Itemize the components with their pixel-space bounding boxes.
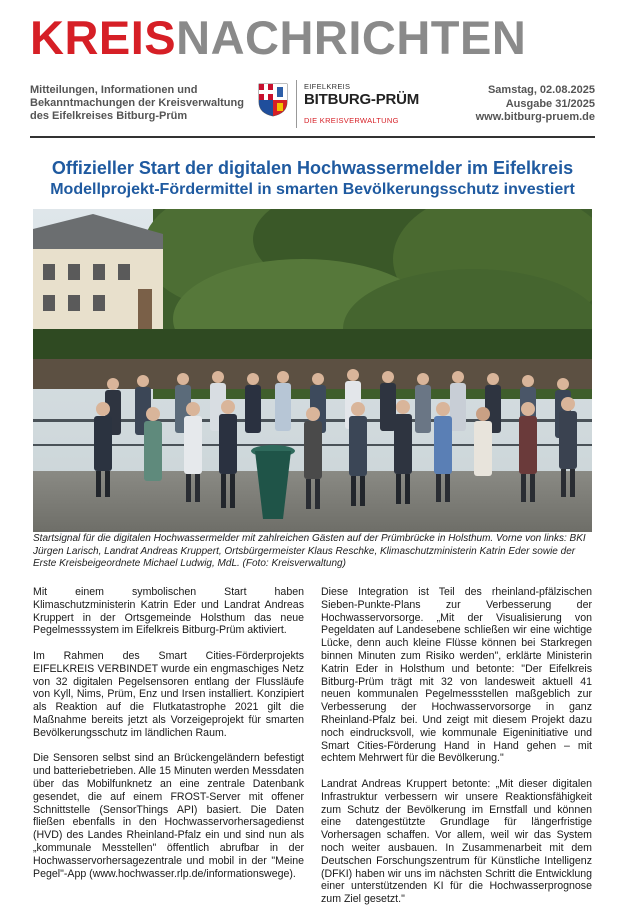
article-paragraph: Landrat Andreas Kruppert betonte: „Mit dieser digitalen Infrastruktur verbessern wir unsere Reaktionsfähigkeit zum Schutz der Bevölkerung im Ernstfall und können eine datengestützte Grundlage für längerfristige Vorhersagen schaffen. Vor allem, weil wir das System noch weiter ausbauen. In Zusammenarbeit mit dem Deutschen Forschungszentrum für Künstliche Intelligenz (DFKI) haben wir uns im nächsten Schritt die Entwicklung einer unterstützenden KI für die Hochwasserprognose zum Ziel gesetzt."	[321, 777, 592, 906]
header-rule	[30, 136, 595, 138]
issue-date: Samstag, 02.08.2025	[487, 84, 595, 96]
logo-kreisverwaltung: DIE KREISVERWALTUNG	[304, 116, 399, 125]
article-column-right	[321, 586, 592, 919]
logo-eifelkreis: EIFELKREIS	[304, 82, 351, 91]
article-paragraph: Die Sensoren selbst sind an Brückengeländern befestigt und batteriebetrieben. Alle 15 Minuten werden Messdaten über das Mobilfunknetz an eine zentrale Datenbank gesendet, die auf einem FROST-Server mit offener Schnittstelle (SensorThings API) basiert. Die Daten fließen ebenfalls in den Hochwasservorhersagedienst (HVD) des Landes Rheinland-Pfalz ein und sind nun als „kommunale Messtellen" öffentlich abrufbar in der Hochwasservorhersagezentrale und mobil in der "Meine Pegel"-App (www.hochwasser.rlp.de/informationswege).	[33, 752, 304, 880]
article-paragraph: Mit einem symbolischen Start haben Klimaschutzministerin Katrin Eder und Landrat Andreas Kruppert in der Ortsgemeinde Holsthum das neue Pegelmesssystem im Eifelkreis Bitburg-Prüm aktiviert.	[33, 586, 304, 637]
article-subheadline: Modellprojekt-Fördermittel in smarten Bevölkerungsschutz investiert	[50, 181, 575, 198]
issue-info	[476, 84, 595, 125]
subtitle-line: des Eifelkreises Bitburg-Prüm	[30, 110, 188, 122]
logo-divider	[296, 80, 297, 128]
publication-subtitle	[30, 84, 260, 123]
article-headline-block	[30, 157, 595, 201]
article-column-left	[33, 586, 304, 893]
group-photo-illustration	[33, 209, 592, 532]
article-photo	[33, 209, 592, 532]
issue-edition: Ausgabe 31/2025	[505, 97, 595, 110]
photo-caption: Startsignal für die digitalen Hochwassermelder mit zahlreichen Gästen auf der Prümbrücke in Holsthum. Vorne von links: BKI Jürgen Larisch, Landrat Andreas Kruppert, Ortsbürgermeister Klaus Reschke, Klimaschutzministerin Katrin Eder sowie der Erste Kreisbeigeordnete Michael Ludwig, MdL. (Foto: Kreisverwaltung)	[33, 533, 586, 569]
district-logo	[254, 80, 424, 128]
masthead-kreis: KREIS	[30, 11, 177, 64]
subtitle-line: Mitteilungen, Informationen und	[30, 84, 198, 96]
masthead-nachrichten: NACHRICHTEN	[176, 11, 527, 64]
masthead-title	[30, 11, 527, 64]
subtitle-line: Bekanntmachungen der Kreisverwaltung	[30, 97, 244, 109]
issue-website[interactable]: www.bitburg-pruem.de	[475, 111, 595, 123]
article-headline: Offizieller Start der digitalen Hochwassermelder im Eifelkreis	[51, 158, 574, 178]
article-paragraph: Im Rahmen des Smart Cities-Förderprojekts EIFELKREIS VERBINDET wurde ein engmaschiges Netz von 32 digitalen Pegelsensoren entlang der Flussläufe von Kyll, Nims, Prüm, Enz und Irsen installiert. Konzipiert als Reaktion auf die Flutkatastrophe 2021 gilt die Maßnahme bereits jetzt als Vorzeigeprojekt für smarten Bevölkerungsschutz im ländlichen Raum.	[33, 649, 304, 739]
article-paragraph: Diese Integration ist Teil des rheinland-pfälzischen Sieben-Punkte-Plans zur Verbesserung der Hochwasservorsorge. „Mit der Visualisierung von Pegeldaten auf Landesebene schließen wir eine wichtige Lücke, denn auch kleine Flüsse können bei Starkregen binnen Minuten zum Risiko werden", erklärte Ministerin Katrin Eder in Holsthum und betonte: "Der Eifelkreis Bitburg-Prüm trägt mit 32 von landesweit aktuell 41 neuen kommunalen Pegelmessstellen maßgeblich zur Verbesserung der Hochwasservorsorge in ganz Rheinland-Pfalz bei. Und zeigt mit diesem Projekt dazu noch eindrucksvoll, wie kommunale Eigeninitiative und Smart Cities-Förderung Hand in Hand gehen – mit echtem Mehrwert für die Bevölkerung."	[321, 586, 592, 765]
logo-bitburg-pruem: BITBURG-PRÜM	[304, 91, 420, 108]
coat-of-arms-icon	[258, 83, 288, 117]
